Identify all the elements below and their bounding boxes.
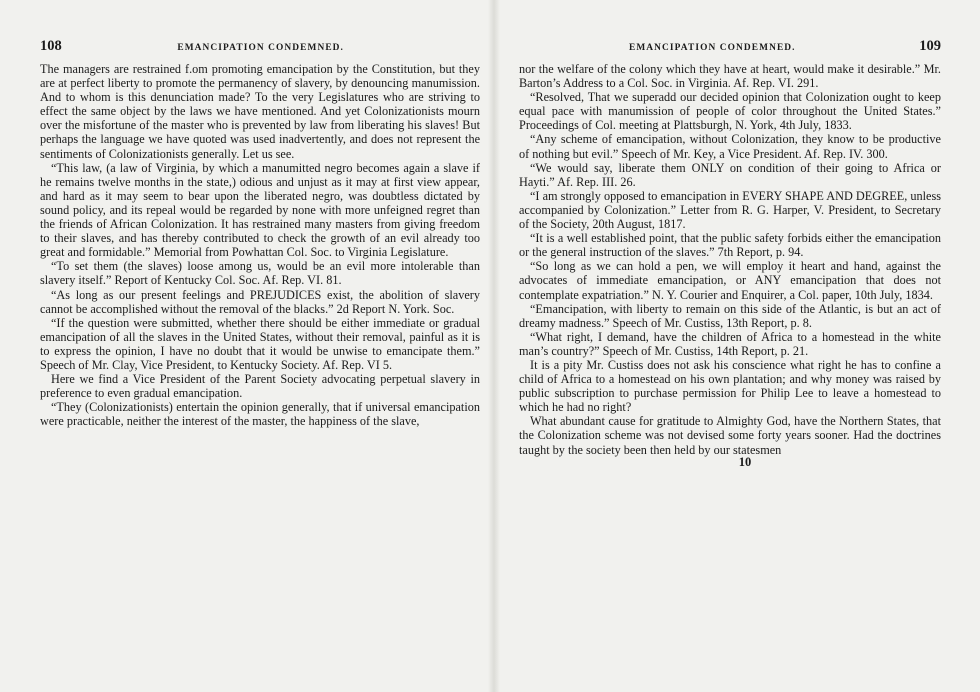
right-paragraph-4: “We would say, liberate them ONLY on condition of their going to Africa or Hayti.” Af. Rep. III. 26. (519, 160, 941, 189)
right-page-number: 109 (919, 38, 941, 54)
right-paragraph-11: What abundant cause for gratitude to Almighty God, have the Northern States, that the Colonization scheme was not devised some forty years sooner. Had the doctrines taught by the society been then held by our statesmen (519, 414, 941, 457)
left-paragraph-3: “To set them (the slaves) loose among us, would be an evil more intolerable than slavery itself.” Report of Kentucky Col. Soc. Af. Rep. VI. 81. (40, 259, 480, 288)
right-paragraph-8: “Emancipation, with liberty to remain on this side of the Atlantic, is but an act of dreamy madness.” Speech of Mr. Custiss, 13th Report, p. 8. (519, 301, 941, 330)
right-paragraph-1: nor the welfare of the colony which they have at heart, would make it desirable.” Mr. Barton’s Address to a Col. Soc. in Virginia. Af. Rep. VI. 291. (519, 62, 941, 91)
right-paragraph-3: “Any scheme of emancipation, without Colonization, they know to be productive of nothing but evil.” Speech of Mr. Key, a Vice President. Af. Rep. IV. 300. (519, 132, 941, 161)
right-paragraph-6: “It is a well established point, that the public safety forbids either the emancipation or the general instruction of the slaves.” 7th Report, p. 94. (519, 231, 941, 260)
right-paragraph-7: “So long as we can hold a pen, we will employ it heart and hand, against the advocates of immediate emancipation, or ANY emancipation that does not contemplate expatriation.” N. Y. Courier and Enquirer, a Col. paper, 10th July, 1834. (519, 259, 941, 302)
right-paragraph-10: It is a pity Mr. Custiss does not ask his conscience what right he has to confine a child of Africa to a homestead on his own plantation; and why money was raised by public subscription to purchase permission for Philip Lee to leave a homestead to which he had no right? (519, 357, 941, 415)
left-running-head: EMANCIPATION CONDEMNED. (177, 43, 344, 53)
book-gutter (488, 0, 500, 692)
right-paragraph-2: “Resolved, That we superadd our decided opinion that Colonization ought to keep equal pace with manumission of people of color throughout the United States.” Proceedings of Col. meeting at Plattsburgh, N. York, 4th July, 1833. (519, 90, 941, 133)
left-paragraph-5: “If the question were submitted, whether there should be either immediate or gradual emancipation of all the slaves in the United States, without their removal, painful as it is to express the opinion, I have no doubt that it would be unwise to emancipate them.” Speech of Mr. Clay, Vice President, to Kentucky Society. Af. Rep. VI 5. (40, 315, 480, 372)
left-page (40, 38, 480, 428)
left-paragraph-1: The managers are restrained f.om promoting emancipation by the Constitution, but they are at perfect liberty to promote the permanency of slavery, by denouncing manumission. And to whom is this denunciation made? To the very Legislatures who are striving to effect the same object by the laws we have mentioned. And yet Colonizationists mourn over the misfortune of the master who is prevented by law from liberating his slaves! But perhaps the language we have quoted was used inadvertently, and does not represent the sentiments of Colonizationists generally. Let us see. (40, 62, 480, 161)
left-page-text (40, 62, 480, 428)
left-paragraph-2: “This law, (a law of Virginia, by which a manumitted negro becomes again a slave if he remains twelve months in the state,) odious and unjust as it may at first view appear, and hard as it may seem to bear upon the liberated negro, was doubtless dictated by sound policy, and its repeal would be regarded by none with more unfeigned regret than the friends of African Colonization. It has restrained many masters from giving freedom to their slaves, and has thereby contributed to check the growth of an evil already too great and formidable.” Memorial from Powhattan Col. Soc. to Virginia Legislature. (40, 160, 480, 260)
left-paragraph-6: Here we find a Vice President of the Parent Society advocating perpetual slavery in preference to even gradual emancipation. (40, 372, 480, 401)
right-paragraph-5: “I am strongly opposed to emancipation in EVERY SHAPE AND DEGREE, unless accompanied by Colonization.” Letter from R. G. Harper, V. President, to Secretary of the Society, 20th August, 1817. (519, 188, 941, 232)
right-paragraph-9: “What right, I demand, have the children of Africa to a homestead in the white man’s country?” Speech of Mr. Custiss, 14th Report, p. 21. (519, 329, 941, 358)
signature-folio: 10 (738, 454, 752, 469)
right-page (519, 38, 941, 470)
right-running-head: EMANCIPATION CONDEMNED. (629, 43, 796, 53)
right-page-header (519, 38, 941, 62)
left-paragraph-7: “They (Colonizationists) entertain the opinion generally, that if universal emancipation were practicable, neither the interest of the master, the happiness of the slave, (40, 400, 480, 429)
left-paragraph-4: “As long as our present feelings and PREJUDICES exist, the abolition of slavery cannot be accomplished without the removal of the blacks.” 2d Report N. York. Soc. (40, 287, 480, 316)
left-page-number: 108 (40, 38, 62, 54)
right-page-text (519, 62, 941, 457)
left-page-header (40, 38, 480, 62)
